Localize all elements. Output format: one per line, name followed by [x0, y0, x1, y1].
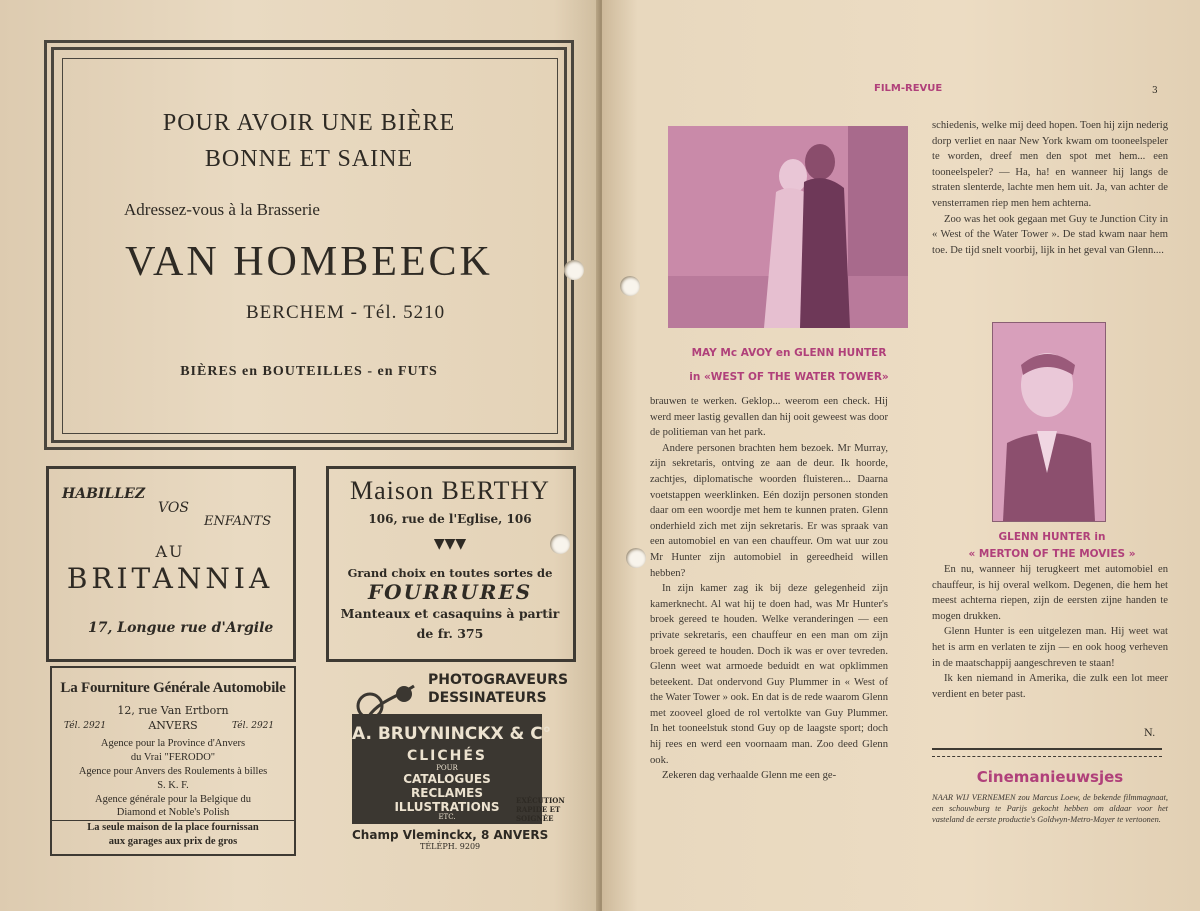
bruyninckx-execution: EXÉCUTION [516, 796, 565, 805]
punch-hole [626, 548, 646, 568]
brasserie-line2: BONNE ET SAINE [204, 146, 414, 172]
bruyninckx-top1: PHOTOGRAVEURS [428, 672, 569, 688]
berthy-ornament-icon: ▼▼▼ [433, 536, 467, 552]
bruyninckx-name: A. BRUYNINCKX & C° [352, 724, 552, 744]
bruyninckx-soignee: SOIGNÉE [516, 814, 554, 823]
fourniture-address: 12, rue Van Ertborn [117, 704, 229, 717]
brasserie-brand: VAN HOMBEECK [125, 239, 493, 285]
fourniture-line4: S. K. F. [157, 780, 189, 791]
col1-paragraph: Zekeren dag verhaalde Glenn me een ge- [662, 770, 837, 782]
berthy-tagline: Grand choix en toutes sortes de [347, 566, 553, 580]
article-column-2-top [932, 118, 1168, 258]
col1-paragraph: In zijn kamer zag ik bij deze gelegenheid zijn kamerknecht. Al wat hij te doen had, was Mr Hunter's broek gereed te houden. Welke veranderingen — een private sekretaris, een chauffeur en een man om zijn broek gereed te houden. Doch ik was er over tevreden. Glenn weet wat armoede beduidt en wat opklimmen beteekent. Dat ondervond Guy Plummer in « West of the Water Tower » ook. En dat is de rede waarom Glenn met zooveel gloed de rol vertolkte van Guy Plummer. In het tooneelstuk stond Guy op de laagste sport; doch hij rees en werd een voornaam man. Zoo deed Glenn ook. [650, 583, 888, 766]
britannia-au: AU [155, 542, 185, 561]
col1-paragraph: brauwen te werken. Geklop... weerom een check. Hij werd meer lastig gevallen dan hij ooit geweest was door de politieman van het park. [650, 396, 888, 439]
fourniture-city: ANVERS [148, 719, 198, 732]
bruyninckx-rapide: RAPIDE ET [516, 805, 561, 814]
fourniture-tel-left: Tél. 2921 [64, 721, 107, 731]
col2-paragraph: schiedenis, welke mij deed hopen. Toen hij zijn nederig dorp verliet en naar New York kwam om tooneelspeler te worden, dreef men den spot met hem... een tooneelspeler? — Ha, ha! en wanneer hij langs de straten slenterde, lachte men hem uit. Ja, van achter de vensterramen riep men hem achterna. [932, 120, 1168, 209]
col2-paragraph: Zoo was het ook gegaan met Guy te Junction City in « West of the Water Tower ». De stad kwam naar hem toe. De tijd snelt voorbij, lijk in het geval van Glenn.... [932, 213, 1168, 256]
bruyninckx-top2: DESSINATEURS [428, 690, 547, 706]
photo1-caption-line1: MAY Mc AVOY en GLENN HUNTER [691, 347, 887, 359]
punch-hole [550, 534, 570, 554]
punch-hole [620, 276, 640, 296]
berthy-line1: Manteaux et casaquins à partir [340, 606, 560, 621]
portrait-image [993, 323, 1105, 521]
photo-mcavoy-hunter [668, 126, 908, 328]
article-column-1 [650, 394, 888, 784]
brasserie-address-intro: Adressez-vous à la Brasserie [124, 200, 320, 219]
photo2-caption-line1: GLENN HUNTER in [998, 531, 1106, 543]
britannia-name: BRITANNIA [66, 562, 274, 595]
bruyninckx-tel: TÉLÉPH. 9209 [420, 842, 481, 851]
berthy-product: FOURRURES [367, 580, 533, 604]
col2-bottom-paragraph: Glenn Hunter is een uitgelezen man. Hij weet wat het is arm en verlaten te zijn — en ook hoog verheven in de maatschappij aangeschreven te staan! [932, 626, 1168, 669]
col1-paragraph: Andere personen brachten hem bezoek. Mr Murray, zijn sekretaris, ontving ze aan de deur. Ik hoorde, zachtjes, diplomatische woorden fluisteren... Daarna voetstappen weerklinken. Eén dozijn personen stonden daar om een woordje met hem te kunnen praten. Glenn onderhield zich met zijn sekretaris. Er was spraak van een automobiel en van een chauffeur. Om wat uur zou Mr Hunter zijn automobiel in gereedheid willen hebben? [650, 442, 888, 579]
punch-hole [564, 260, 584, 280]
bruyninckx-pour: POUR [436, 764, 458, 772]
berthy-address: 106, rue de l'Eglise, 106 [368, 512, 532, 526]
signature: N. [1144, 728, 1156, 739]
col2-bottom-paragraph: En nu, wanneer hij terugkeert met automobiel en chauffeur, is hij overal welkom. Degenen, die hem het meest achterna riepen, zijn de eersten zijne handen te mogen drukken. [932, 564, 1168, 622]
berthy-price: de fr. 375 [416, 626, 484, 641]
article-column-2-bottom [932, 562, 1168, 702]
bruyninckx-address: Champ Vleminckx, 8 ANVERS [352, 828, 549, 842]
britannia-vos: VOS [158, 500, 189, 516]
fourniture-line1: Agence pour la Province d'Anvers [100, 738, 246, 749]
photo-glenn-hunter [992, 322, 1106, 522]
fourniture-line5: Agence générale pour la Belgique du [95, 794, 251, 805]
brasserie-line1: POUR AVOIR UNE BIÈRE [162, 110, 456, 136]
fourniture-line6: Diamond et Noble's Polish [116, 807, 230, 818]
bruyninckx-illustrations: ILLUSTRATIONS [394, 800, 500, 814]
britannia-address: 17, Longue rue d'Argile [88, 620, 274, 636]
fourniture-line3: Agence pour Anvers des Roulements à billes [78, 766, 268, 777]
bruyninckx-cliches: CLICHÉS [406, 748, 488, 764]
brasserie-products: BIÈRES en BOUTEILLES - en FUTS [180, 364, 438, 379]
photo2-caption-line2: « MERTON OF THE MOVIES » [968, 548, 1136, 560]
fourniture-tel-right: Tél. 2921 [232, 721, 275, 731]
bruyninckx-catalogues: CATALOGUES [403, 772, 491, 786]
britannia-enfants: ENFANTS [204, 514, 272, 529]
berthy-name: Maison BERTHY [350, 476, 550, 505]
couple-embrace-image [668, 126, 908, 328]
britannia-habillez: HABILLEZ [62, 486, 146, 502]
fourniture-footer2: aux garages aux prix de gros [108, 836, 238, 847]
section-divider [932, 748, 1162, 757]
page-number: 3 [1152, 86, 1158, 96]
running-header: FILM-REVUE [874, 83, 943, 94]
photo1-caption-line2: in «WEST OF THE WATER TOWER» [689, 371, 889, 383]
right-page [602, 0, 1200, 911]
brasserie-location: BERCHEM - Tél. 5210 [246, 302, 446, 323]
news-title: Cinemanieuwsjes [976, 768, 1124, 786]
news-text: NAAR WIJ VERNEMEN zou Marcus Loew, de bekende filmmagnaat, een schouwburg te Parijs gekocht hebben om aldaar voor het vasteland de eerste productie's Goldwyn-Metro-Mayer te vertoonen. [932, 793, 1168, 824]
bruyninckx-etc: ETC. [438, 813, 456, 821]
bruyninckx-reclames: RECLAMES [411, 786, 483, 800]
col2-bottom-paragraph: Ik ken niemand in Amerika, die zulk een lot meer verdient en beter past. [932, 673, 1168, 700]
fourniture-footer1: La seule maison de la place fournissan [52, 820, 294, 833]
fourniture-name: La Fourniture Générale Automobile [60, 680, 286, 696]
fourniture-line2: du Vrai "FERODO" [130, 752, 216, 763]
